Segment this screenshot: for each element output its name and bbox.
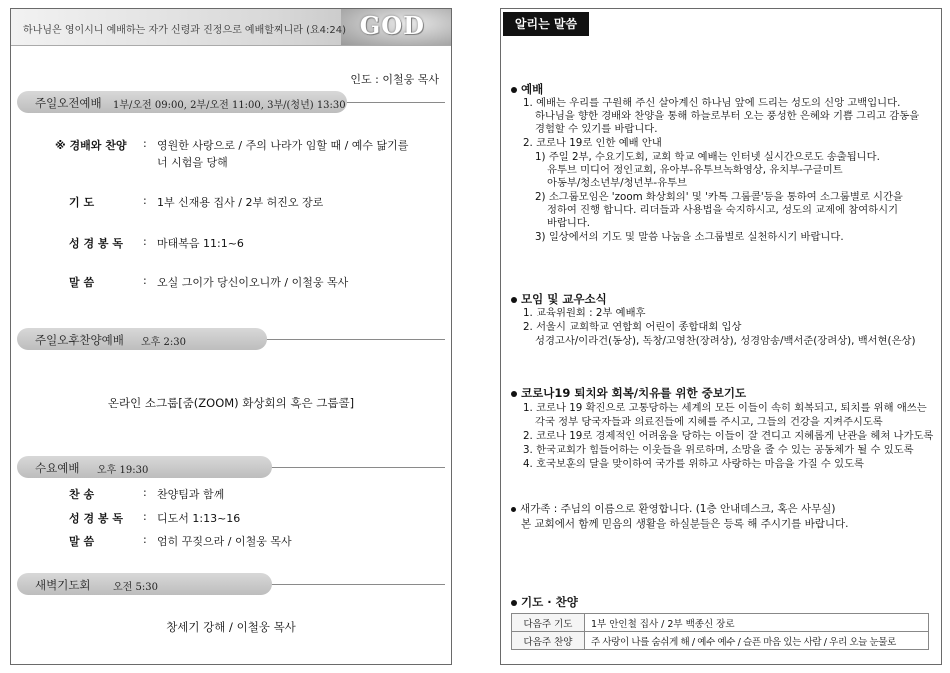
table-row — [512, 632, 929, 650]
worship-line: 2) 소그룹모임은 'zoom 화상회의' 및 '카톡 그룹콜'등을 통하여 소그룹별로 시간을 — [535, 191, 903, 203]
god-logo: GOD — [359, 11, 425, 40]
meeting-line: 성경고사/이라건(동상), 독창/고영찬(장려상), 성경암송/백서준(장려상), 백서현(은상) — [535, 335, 916, 347]
sunday-afternoon-time: 오후 2:30 — [141, 337, 186, 348]
dawn-prayer-note: 창세기 강해 / 이철웅 목사 — [166, 620, 296, 634]
wed-scripture-label: 성 경 봉 독 — [69, 512, 123, 525]
worship-line: 2. 코로나 19로 인한 예배 안내 — [523, 137, 662, 149]
covid-line: 2. 코로나 19로 경제적인 어려움을 당하는 이들이 잘 견디고 지혜롭게 난관을 헤쳐 나가도록 — [523, 430, 934, 442]
prayer-leaders: 1부 신재용 집사 / 2부 허진오 장로 — [157, 196, 324, 209]
covid-line: 4. 호국보훈의 달을 맞이하여 국가를 위하고 사랑하는 마음을 가질 수 있도록 — [523, 458, 864, 470]
sunday-afternoon-title: 주일오후찬양예배 — [35, 333, 124, 347]
meeting-line: 2. 서울시 교회학교 연합회 어린이 종합대회 입상 — [523, 321, 742, 333]
dawn-prayer-title: 새벽기도회 — [35, 578, 91, 592]
dawn-prayer-header — [17, 573, 445, 595]
worship-line: 유투브 미디어 정인교회, 유아부-유투브녹화영상, 유치부-구글미트 — [547, 164, 843, 176]
worship-order-page — [10, 8, 452, 665]
scripture-reading: 마태복음 11:1~6 — [157, 237, 244, 250]
worship-section-heading: 예배 — [511, 81, 543, 97]
sunday-morning-title: 주일오전예배 — [35, 96, 102, 110]
wednesday-time: 오후 19:30 — [97, 465, 149, 476]
announcements-title: 알리는 말씀 — [503, 12, 589, 36]
bullet-icon — [511, 600, 517, 606]
covid-line: 1. 코로나 19 확진으로 고통당하는 세계의 모든 이들이 속히 회복되고, 퇴치를 위해 애쓰는 — [523, 402, 927, 414]
covid-line: 3. 한국교회가 힘들어하는 이웃들을 위로하며, 소망을 줄 수 있는 공동체가 될 수 있도록 — [523, 444, 914, 456]
newcomer-registration: 본 교회에서 함께 믿음의 생활을 하실분들은 등록 해 주시기를 바랍니다. — [521, 518, 849, 530]
next-week-praise-label: 다음주 찬양 — [512, 632, 585, 650]
wed-sermon-title: 엄히 꾸짖으라 / 이철웅 목사 — [157, 535, 292, 548]
hymn-label: 찬 송 — [69, 488, 95, 501]
sunday-morning-header — [17, 91, 445, 113]
bullet-icon — [511, 391, 517, 397]
worship-line: 정하여 진행 합니다. 리더들과 사용법을 숙지하시고, 성도의 교제에 참여하시기 — [547, 204, 899, 216]
prayer-label: 기 도 — [69, 196, 95, 209]
next-week-prayer-label: 다음주 기도 — [512, 614, 585, 632]
sermon-colon: : — [143, 274, 147, 287]
header-motto: 하나님은 영이시니 예배하는 자가 신령과 진정으로 예배할찌니라 (요4:24) — [23, 25, 346, 36]
bullet-icon — [511, 507, 516, 512]
praise-label: ※ 경배와 찬양 — [55, 139, 127, 152]
next-week-prayer-value: 1부 안인철 집사 / 2부 백종신 장로 — [585, 614, 929, 632]
scripture-label: 성 경 봉 독 — [69, 237, 123, 250]
wed-scripture-colon: : — [143, 510, 147, 523]
worship-line: 1. 예배는 우리를 구원해 주신 살아계신 하나님 앞에 드리는 성도의 신앙 고백입니다. — [523, 97, 901, 109]
meeting-line: 1. 교육위원회 : 2부 예배후 — [523, 307, 646, 319]
wed-sermon-label: 말 씀 — [69, 535, 95, 548]
sermon-label: 말 씀 — [69, 276, 95, 289]
meeting-section-heading: 모임 및 교우소식 — [511, 291, 607, 307]
next-week-praise-value: 주 사랑이 나를 숨쉬게 해 / 예수 예수 / 슬픈 마음 있는 사람 / 우리 오늘 눈물로 — [585, 632, 929, 650]
praise-songs-cont: 너 시험을 당해 — [157, 156, 228, 169]
worship-line: 하나님을 향한 경배와 찬양을 통해 하늘로부터 오는 풍성한 은혜와 기쁨 그리고 감동을 — [535, 110, 920, 122]
worship-line: 1) 주일 2부, 수요기도회, 교회 학교 예배는 인터넷 실시간으로도 송출됩니다. — [535, 151, 880, 163]
bullet-icon — [511, 87, 517, 93]
afternoon-online-note: 온라인 소그룹[줌(ZOOM) 화상회의 혹은 그룹콜] — [107, 396, 355, 410]
table-row — [512, 614, 929, 632]
worship-line: 아동부/청소년부/청년부-유투브 — [547, 177, 687, 189]
covid-line: 각국 정부 당국자들과 의료진들에 지혜를 주시고, 그들의 건강을 지켜주시도록 — [535, 416, 883, 428]
newcomer-welcome: 새가족 : 주님의 이름으로 환영합니다. (1층 안내데스크, 혹은 사무실) — [511, 503, 836, 516]
wednesday-title: 수요예배 — [35, 461, 80, 475]
service-leader: 인도 : 이철웅 목사 — [350, 73, 439, 86]
prayer-praise-heading: 기도 · 찬양 — [511, 594, 578, 610]
wed-sermon-colon: : — [143, 533, 147, 546]
prayer-praise-table — [511, 613, 929, 650]
announcements-page — [500, 8, 942, 665]
sunday-afternoon-header — [17, 328, 445, 350]
covid-prayer-heading: 코로나19 퇴치와 회복/치유를 위한 중보기도 — [511, 385, 746, 401]
worship-line: 3) 일상에서의 기도 및 말씀 나눔을 소그룹별로 실천하시기 바랍니다. — [535, 231, 844, 243]
wed-scripture-reading: 디도서 1:13~16 — [157, 512, 241, 525]
wednesday-header — [17, 456, 445, 478]
page-header — [11, 9, 451, 46]
sunday-morning-time: 1부/오전 09:00, 2부/오전 11:00, 3부/(청년) 13:30 — [113, 100, 346, 111]
praise-songs: 영원한 사랑으로 / 주의 나라가 임할 때 / 예수 닮기를 — [157, 139, 409, 152]
bullet-icon — [511, 297, 517, 303]
worship-line: 바랍니다. — [547, 217, 591, 229]
hymn-colon: : — [143, 486, 147, 499]
worship-line: 경험할 수 있기를 바랍니다. — [535, 123, 658, 135]
prayer-colon: : — [143, 194, 147, 207]
dawn-prayer-time: 오전 5:30 — [113, 582, 158, 593]
hymn-value: 찬양팀과 함께 — [157, 488, 225, 501]
sermon-title: 오실 그이가 당신이오니까 / 이철웅 목사 — [157, 276, 349, 289]
scripture-colon: : — [143, 235, 147, 248]
praise-colon: : — [143, 137, 147, 150]
